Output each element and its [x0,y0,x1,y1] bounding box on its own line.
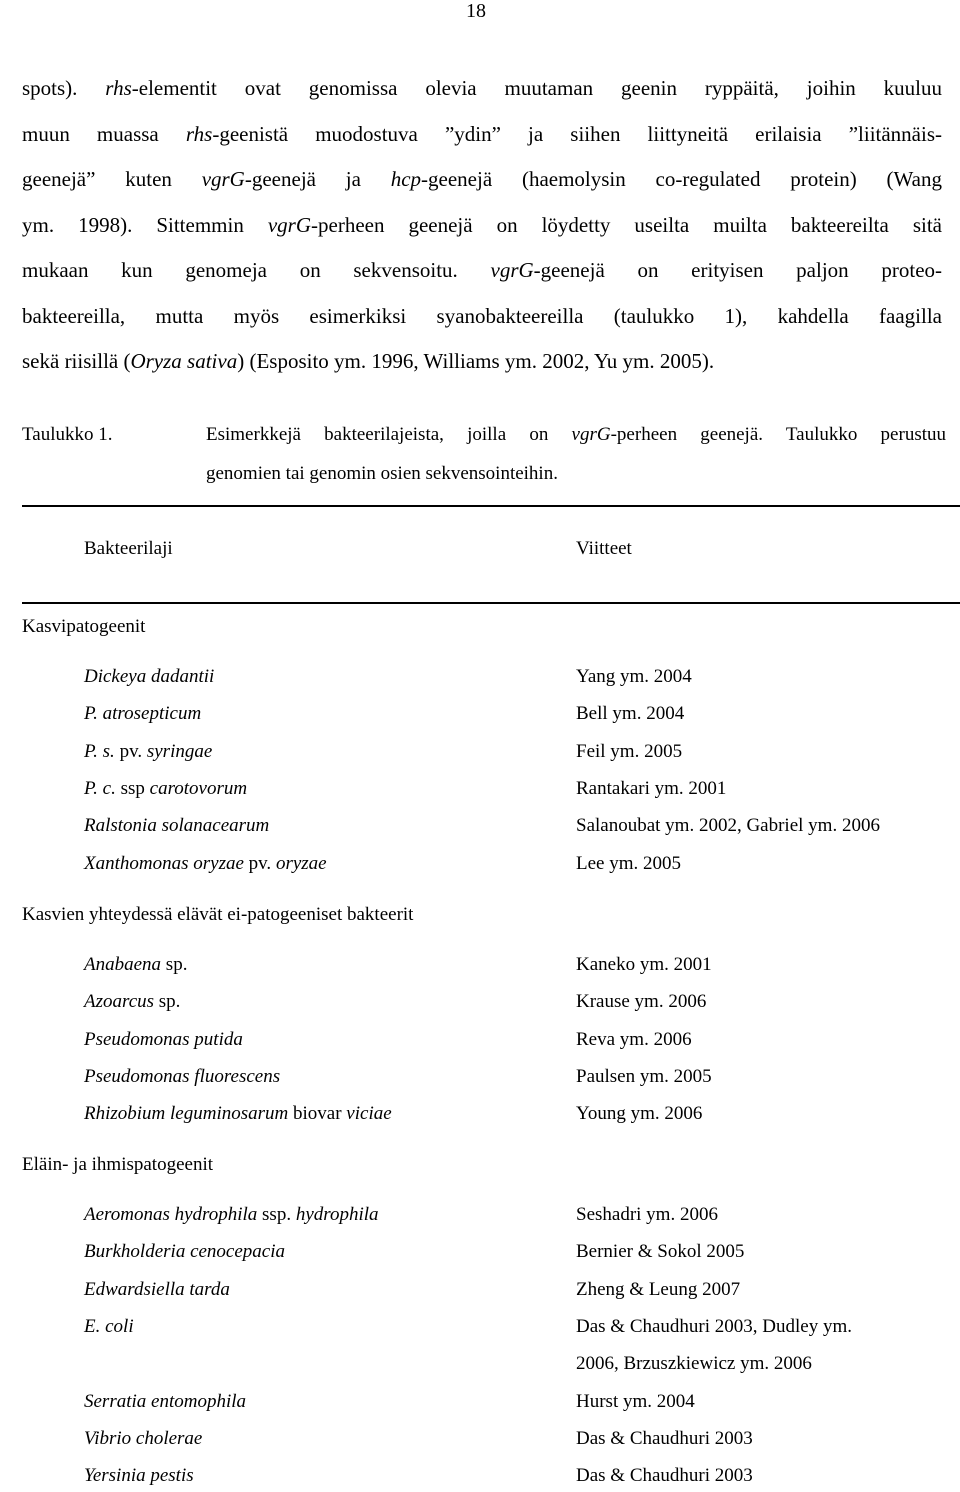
reference: Yang ym. 2004 [576,666,692,687]
caption-text-line: Esimerkkejä bakteerilajeista, joilla on vgrG-perheen geenejä. Taulukko perustuu [206,424,946,445]
table-top-rule [22,505,960,507]
body-paragraph [22,66,942,385]
reference: Seshadri ym. 2006 [576,1204,718,1225]
table-header-rule [22,602,960,604]
reference: Bell ym. 2004 [576,703,685,725]
reference: Das & Chaudhuri 2003 [576,1427,753,1449]
paragraph-line: muun muassa rhs-geenistä muodostuva ”ydin” ja siihen liittyneitä erilaisia ”liitännäis- [22,121,942,146]
category-heading: Kasvien yhteydessä elävät ei-patogeeniset bakteerit [22,904,414,925]
paragraph-line: ym. 1998). Sittemmin vgrG-perheen geenejä on löydetty useilta muilta bakteereilta sitä [22,212,942,237]
species-name: Pseudomonas putida [84,1028,243,1050]
species-name: P. c. ssp carotovorum [84,777,248,799]
column-header-references: Viitteet [576,538,632,559]
page-number: 18 [466,0,486,22]
species-name: Yersinia pestis [84,1465,194,1487]
reference: Young ym. 2006 [576,1103,703,1125]
paragraph-line: mukaan kun genomeja on sekvensoitu. vgrG-geenejä on erityisen paljon proteo- [22,258,943,282]
reference: Krause ym. 2006 [576,991,707,1013]
category-heading: Kasvipatogeenit [22,616,146,637]
species-name: Rhizobium leguminosarum biovar viciae [84,1103,392,1125]
species-name: Vibrio cholerae [84,1427,203,1449]
reference: Rantakari ym. 2001 [576,777,727,799]
caption-label: Taulukko 1. [22,424,113,445]
species-name: Xanthomonas oryzae pv. oryzae [84,852,327,874]
species-name: E. coli [84,1315,134,1337]
reference: Hurst ym. 2004 [576,1390,695,1412]
reference: Das & Chaudhuri 2003, Dudley ym. [576,1315,853,1337]
column-header-species: Bakteerilaji [84,538,173,559]
species-name: Edwardsiella tarda [84,1278,230,1300]
reference: Zheng & Leung 2007 [576,1278,741,1300]
paragraph-line: geenejä” kuten vgrG-geenejä ja hcp-geenejä (haemolysin co-regulated protein) (Wang [22,167,942,191]
species-name: P. atrosepticum [84,703,202,725]
reference: Lee ym. 2005 [576,852,682,874]
species-name: Dickeya dadantii [84,666,215,687]
paragraph-line: sekä riisillä (Oryza sativa) (Esposito ym. 1996, Williams ym. 2002, Yu ym. 2005). [22,349,715,373]
reference: Paulsen ym. 2005 [576,1065,712,1087]
reference: Reva ym. 2006 [576,1028,692,1050]
paragraph-line: bakteereilla, mutta myös esimerkiksi syanobakteereilla (taulukko 1), kahdella faagilla [22,303,942,328]
species-name: Serratia entomophila [84,1390,247,1412]
reference: Feil ym. 2005 [576,740,683,762]
species-name: P. s. pv. syringae [84,740,213,762]
reference: Das & Chaudhuri 2003 [576,1465,753,1487]
reference: Kaneko ym. 2001 [576,954,712,975]
caption-text-line: genomien tai genomin osien sekvensointeihin. [206,463,558,484]
species-name: Azoarcus sp. [84,991,181,1013]
category-heading: Eläin- ja ihmispatogeenit [22,1154,214,1175]
paragraph-line: spots). rhs-elementit ovat genomissa olevia muutaman geenin ryppäitä, joihin kuuluu [22,76,942,100]
reference: Bernier & Sokol 2005 [576,1241,745,1263]
reference-continuation: 2006, Brzuszkiewicz ym. 2006 [576,1352,812,1374]
species-name: Ralstonia solanacearum [84,815,270,837]
species-name: Anabaena sp. [84,954,188,975]
species-name: Pseudomonas fluorescens [84,1065,281,1087]
species-name: Aeromonas hydrophila ssp. hydrophila [84,1204,379,1225]
species-name: Burkholderia cenocepacia [84,1241,286,1263]
reference: Salanoubat ym. 2002, Gabriel ym. 2006 [576,815,880,837]
